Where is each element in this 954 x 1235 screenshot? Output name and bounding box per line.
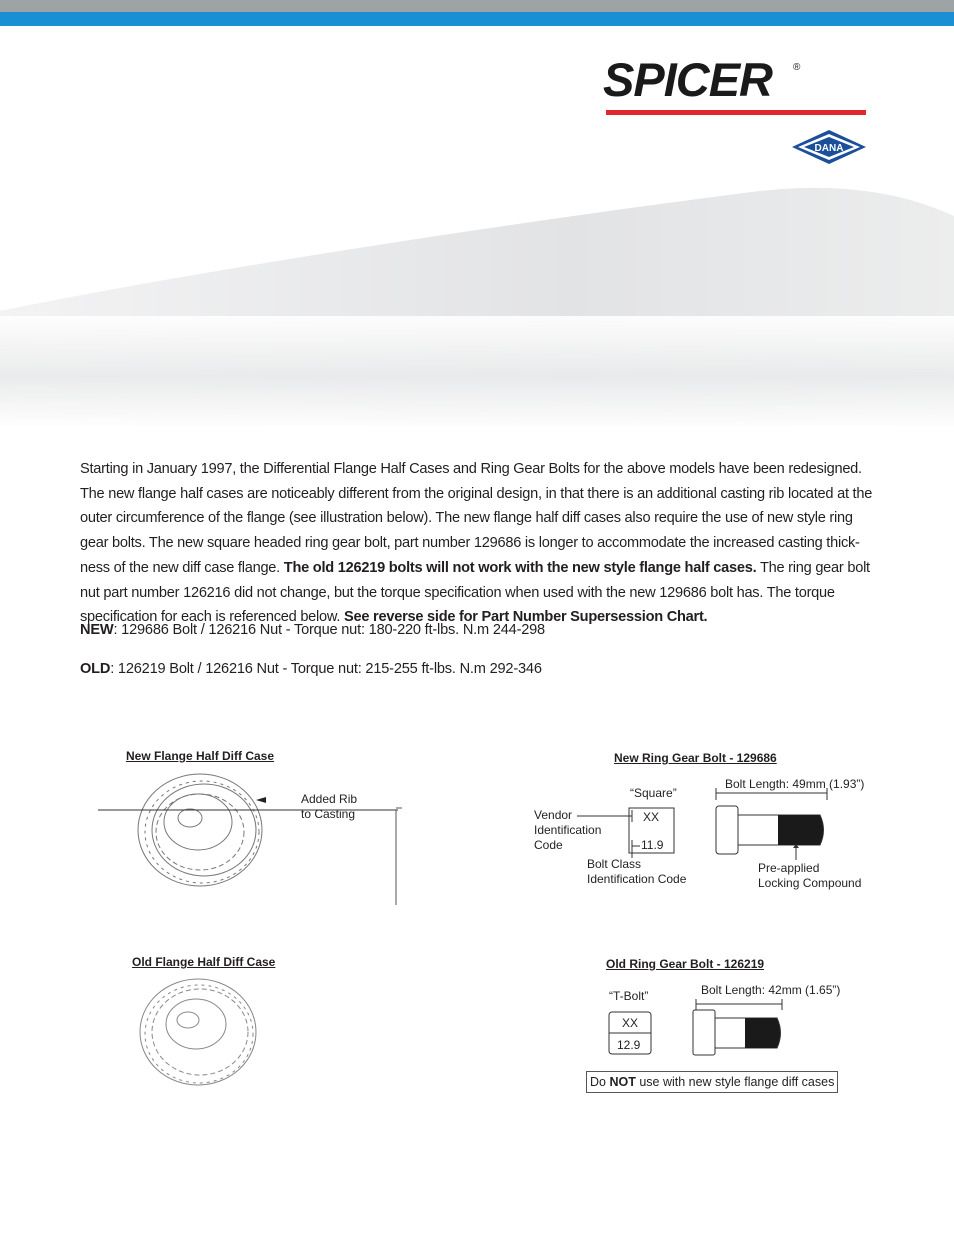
locking-label-2: Locking Compound: [758, 876, 862, 890]
old-case-title: Old Flange Half Diff Case: [132, 955, 276, 969]
spec-old-label: OLD: [80, 661, 111, 677]
spicer-logo: SPICER: [603, 53, 772, 106]
t-bolt-label: “T-Bolt”: [609, 989, 649, 1003]
old-bolt-mark-top: XX: [622, 1016, 639, 1030]
vendor-label-2: Identification: [534, 823, 602, 837]
square-head-label: “Square”: [630, 786, 677, 800]
locking-label-1: Pre-applied: [758, 861, 820, 875]
added-rib-label-1: Added Rib: [301, 792, 358, 806]
new-bolt-title: New Ring Gear Bolt - 129686: [614, 751, 777, 765]
new-flange-case-drawing: [138, 774, 262, 886]
vendor-label-1: Vendor: [534, 808, 573, 822]
body-line-5: ness of the new diff case flange. The old 126219 bolts will not work with the new style flange half cases. The ring gear bolt: [80, 559, 870, 576]
vendor-label-3: Code: [534, 838, 563, 852]
reverse-side-note: See reverse side for Part Number Supersession Chart.: [344, 609, 708, 626]
new-bolt-drawing: [716, 788, 827, 860]
spec-old-text: : 126219 Bolt / 126216 Nut - Torque nut: 215-255 ft-lbs. N.m 292-346: [110, 661, 542, 677]
body-line-3: outer circumference of the flange (see illustration below). The new flange half diff cases also require the use of new style ring: [80, 510, 853, 527]
do-not-use-warning: Do NOT use with new style flange diff cases: [586, 1071, 838, 1093]
body-line-6: nut part number 126216 did not change, but the torque specification when used with the new 129686 bolt has. The torque: [80, 584, 835, 601]
new-bolt-mark-top: XX: [643, 810, 660, 824]
spec-new-label: NEW: [80, 622, 114, 638]
dana-logo-text: DANA: [814, 143, 844, 154]
bolt-class-label-1: Bolt Class: [587, 857, 642, 871]
old-bolt-drawing: [693, 999, 782, 1055]
body-line-2: The new flange half cases are noticeably different from the original design, in that there is an additional casting rib located at the: [80, 485, 873, 502]
registered-mark: ®: [793, 62, 801, 73]
old-bolt-length: Bolt Length: 42mm (1.65”): [701, 983, 841, 997]
body-line-1: Starting in January 1997, the Differential Flange Half Cases and Ring Gear Bolts for the above models have been redesigned.: [80, 461, 862, 477]
body-line-4: gear bolts. The new square headed ring gear bolt, part number 129686 is longer to accommodate the increased casting thick-: [80, 535, 860, 552]
body-line-7: specification for each is referenced below. See reverse side for Part Number Supersession Chart.: [80, 609, 708, 626]
spec-new-text: : 129686 Bolt / 126216 Nut - Torque nut: 180-220 ft-lbs. N.m 244-298: [113, 622, 545, 638]
bolt-class-label-2: Identification Code: [587, 872, 687, 886]
old-flange-case-drawing: [140, 979, 256, 1085]
new-bolt-length: Bolt Length: 49mm (1.93”): [725, 777, 865, 791]
new-bolt-mark-bottom: 11.9: [641, 838, 664, 852]
new-case-title: New Flange Half Diff Case: [126, 749, 275, 763]
added-rib-label-2: to Casting: [301, 807, 356, 821]
old-bolt-mark-bottom: 12.9: [617, 1038, 641, 1052]
old-bolt-title: Old Ring Gear Bolt - 126219: [606, 957, 765, 971]
warning-bold-text: The old 126219 bolts will not work with the new style flange half cases.: [283, 559, 757, 576]
